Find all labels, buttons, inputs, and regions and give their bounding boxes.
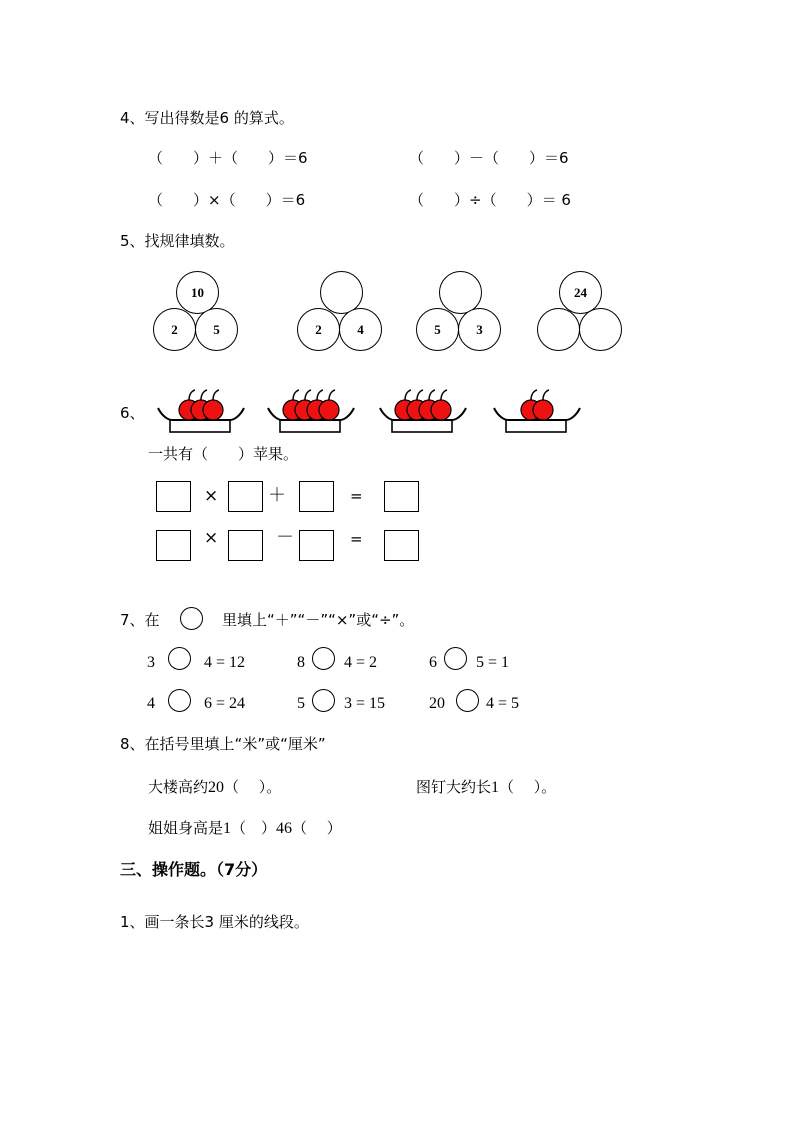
apple-icon (319, 400, 339, 420)
apple-stem (305, 390, 311, 400)
q5-circle-right (579, 308, 622, 351)
answer-box[interactable] (156, 530, 191, 561)
answer-box[interactable] (299, 530, 334, 561)
apple-plate (492, 388, 582, 434)
answer-box[interactable] (384, 530, 419, 561)
apple-stem (189, 390, 195, 400)
apple-stem (405, 390, 411, 400)
q7-operand: 4 (147, 695, 155, 712)
answer-box[interactable] (228, 481, 263, 512)
multiply-sign: × (204, 528, 219, 548)
q5-title: 5、找规律填数。 (120, 232, 235, 250)
answer-box[interactable] (156, 481, 191, 512)
operator-circle[interactable] (168, 647, 191, 670)
operator-circle[interactable] (312, 689, 335, 712)
q8-item-3 (148, 821, 342, 837)
operator-circle[interactable] (312, 647, 335, 670)
apple-plate (156, 388, 246, 434)
q5-circle-left (416, 308, 459, 351)
apple-stem (417, 390, 423, 400)
q5-circle-left (297, 308, 340, 351)
answer-box[interactable] (299, 481, 334, 512)
q5-value: 2 (171, 321, 178, 337)
q8-item-text: 图钉大约长 (416, 778, 492, 796)
apple-plate (266, 388, 356, 434)
q6-question: 一共有（ ）苹果。 (148, 445, 299, 463)
q8-item-1 (148, 780, 281, 796)
answer-box[interactable] (384, 481, 419, 512)
q7-operand: 5 (297, 695, 305, 712)
q7-operand: 8 (297, 654, 305, 671)
plus-sign: ＋ (268, 485, 286, 506)
q4-row1-right: （ ）－（ ）＝6 (409, 149, 569, 167)
q5-value: 10 (191, 284, 204, 300)
q7-result: 6 = 24 (204, 695, 246, 712)
q8-blank[interactable]: （ ） (231, 819, 277, 837)
q8-item-number: 1 (223, 820, 232, 837)
apple-plate (378, 388, 468, 434)
q8-item-number: 46 (276, 820, 293, 837)
q5-value: 24 (574, 284, 587, 300)
apple-stem (329, 390, 335, 400)
q5-value: 5 (213, 321, 220, 337)
equals-sign: = (350, 530, 363, 548)
q8-item-text: 姐姐身高是 (148, 819, 224, 837)
q4-row2-right: （ ）÷（ ）＝ 6 (409, 191, 571, 209)
plate-base (506, 420, 566, 432)
answer-box[interactable] (228, 530, 263, 561)
q4-row1-left: （ ）＋（ ）＝6 (148, 149, 308, 167)
apple-stem (429, 390, 435, 400)
q6-number: 6、 (120, 404, 145, 422)
q7-result: 5 = 1 (476, 654, 510, 671)
q4-title: 4、写出得数是6 的算式。 (120, 109, 294, 127)
q8-item-number: 1 (491, 779, 500, 796)
plate-base (170, 420, 230, 432)
multiply-sign: × (204, 486, 219, 506)
minus-sign: － (276, 527, 294, 548)
q7-result: 4 = 2 (344, 654, 378, 671)
section3-q1: 1、画一条长3 厘米的线段。 (120, 913, 309, 931)
q8-title: 8、在括号里填上“米”或“厘米” (120, 735, 326, 753)
q7-operand: 3 (147, 654, 155, 671)
q5-circle-right (458, 308, 501, 351)
operator-circle[interactable] (456, 689, 479, 712)
q7-operand: 20 (429, 695, 445, 712)
q4-row2-left: （ ）×（ ）＝6 (148, 191, 306, 209)
q5-circle-right (339, 308, 382, 351)
q5-value: 3 (476, 321, 483, 337)
q8-blank[interactable]: （ ）。 (499, 778, 557, 796)
apple-stem (441, 390, 447, 400)
q5-value: 4 (357, 321, 364, 337)
apple-stem (543, 390, 549, 400)
q8-blank[interactable]: （ ）。 (224, 778, 282, 796)
empty-circle-icon (180, 607, 203, 630)
apple-icon (203, 400, 223, 420)
apple-stem (201, 390, 207, 400)
q5-circle-left (537, 308, 580, 351)
plate-base (280, 420, 340, 432)
operator-circle[interactable] (168, 689, 191, 712)
q8-blank[interactable]: （ ） (292, 819, 342, 837)
apple-stem (317, 390, 323, 400)
plate-base (392, 420, 452, 432)
section-heading: 三、操作题。（7分） (120, 860, 268, 879)
q5-circle-left (153, 308, 196, 351)
apple-stem (531, 390, 537, 400)
operator-circle[interactable] (444, 647, 467, 670)
q8-item-2 (416, 780, 556, 796)
q7-result: 4 = 12 (204, 654, 246, 671)
q7-title-suffix: 里填上“＋”“－”“×”或“÷”。 (222, 611, 415, 629)
q5-value: 5 (434, 321, 441, 337)
q7-result: 4 = 5 (486, 695, 520, 712)
apple-icon (431, 400, 451, 420)
equals-sign: = (350, 487, 363, 505)
apple-stem (293, 390, 299, 400)
q7-title-prefix: 7、在 (120, 611, 160, 629)
q5-value: 2 (315, 321, 322, 337)
q7-operand: 6 (429, 654, 437, 671)
q5-circle-right (195, 308, 238, 351)
apple-icon (533, 400, 553, 420)
apple-stem (213, 390, 219, 400)
q8-item-text: 大楼高约 (148, 778, 209, 796)
q7-result: 3 = 15 (344, 695, 386, 712)
q8-item-number: 20 (208, 779, 225, 796)
